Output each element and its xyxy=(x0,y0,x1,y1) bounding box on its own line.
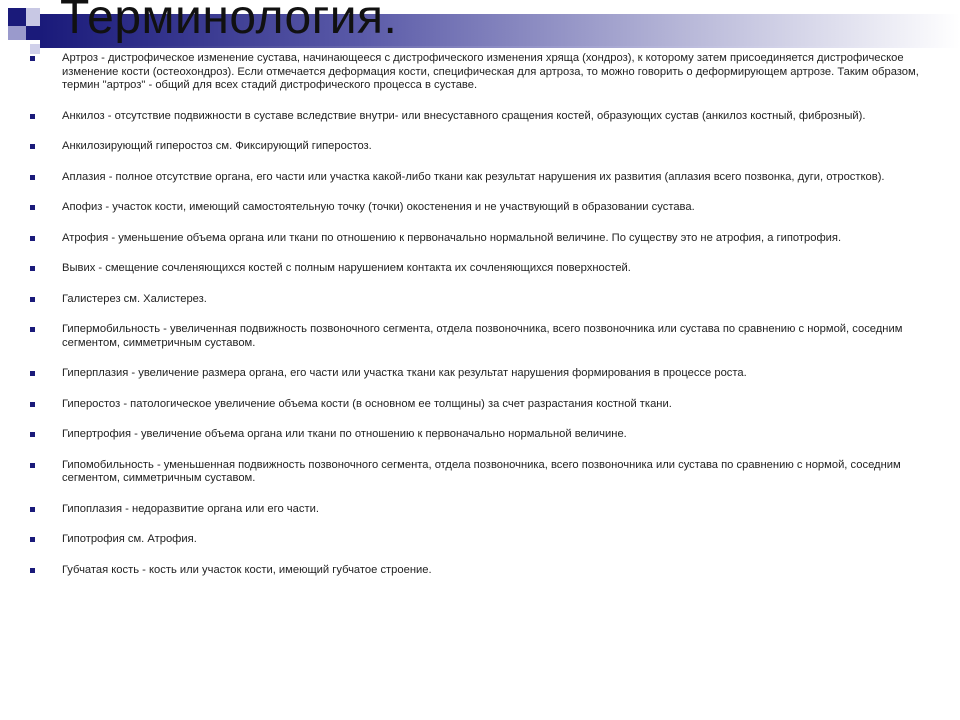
term-text: Аплазия - полное отсутствие органа, его части или участка какой-либо ткани как результат нарушения их развития (аплазия всего позвонка, дуги, отростков). xyxy=(62,170,885,183)
term-list xyxy=(30,52,940,594)
list-item xyxy=(30,459,940,486)
list-item xyxy=(30,52,940,93)
term-text: Губчатая кость - кость или участок кости, имеющий губчатое строение. xyxy=(62,563,432,576)
term-text: Анкилоз - отсутствие подвижности в суставе вследствие внутри- или внесуставного сращения костей, образующих сустав (анкилоз костный, фиброзный). xyxy=(62,109,866,122)
square-bullet-icon xyxy=(30,327,35,332)
list-item xyxy=(30,533,940,547)
list-item xyxy=(30,428,940,442)
list-item xyxy=(30,398,940,412)
term-text: Артроз - дистрофическое изменение сустава, начинающееся с дистрофического изменения хряща (хондроз), к которому затем присоединяется дистрофическое изменение кости (остеохондроз). Если отмечается деформация кости, специфическая для артроза, то можно говорить о деформирующем артрозе. Таким образом, термин "артроз" - общий для всех стадий дистрофического процесса в суставе. xyxy=(62,52,919,91)
list-item xyxy=(30,367,940,381)
decor-square xyxy=(8,8,26,26)
term-text: Гипотрофия см. Атрофия. xyxy=(62,533,197,545)
term-text: Галистерез см. Халистерез. xyxy=(62,292,207,305)
square-bullet-icon xyxy=(30,236,35,241)
list-item xyxy=(30,201,940,215)
term-text: Гипоплазия - недоразвитие органа или его части. xyxy=(62,502,319,515)
square-bullet-icon xyxy=(30,568,35,573)
list-item xyxy=(30,232,940,246)
term-text: Гиперостоз - патологическое увеличение объема кости (в основном ее толщины) за счет разрастания костной ткани. xyxy=(62,397,672,410)
square-bullet-icon xyxy=(30,175,35,180)
square-bullet-icon xyxy=(30,432,35,437)
list-item xyxy=(30,110,940,124)
square-bullet-icon xyxy=(30,114,35,119)
list-item xyxy=(30,171,940,185)
term-text: Анкилозирующий гиперостоз см. Фиксирующий гиперостоз. xyxy=(62,140,372,152)
decor-square xyxy=(8,26,26,40)
term-text: Вывих - смещение сочленяющихся костей с полным нарушением контакта их сочленяющихся поверхностей. xyxy=(62,262,631,274)
term-text: Гипертрофия - увеличение объема органа или ткани по отношению к первоначально нормальной величине. xyxy=(62,428,627,440)
list-item xyxy=(30,323,940,350)
list-item xyxy=(30,262,940,276)
list-item xyxy=(30,140,940,154)
square-bullet-icon xyxy=(30,371,35,376)
square-bullet-icon xyxy=(30,266,35,271)
square-bullet-icon xyxy=(30,402,35,407)
square-bullet-icon xyxy=(30,144,35,149)
square-bullet-icon xyxy=(30,205,35,210)
square-bullet-icon xyxy=(30,537,35,542)
square-bullet-icon xyxy=(30,463,35,468)
square-bullet-icon xyxy=(30,56,35,61)
term-text: Гипомобильность - уменьшенная подвижность позвоночного сегмента, отдела позвоночника, всего позвоночника или сустава по сравнению с нормой, соседним сегментом, симметричным суставом. xyxy=(62,458,901,484)
term-text: Атрофия - уменьшение объема органа или ткани по отношению к первоначально нормальной величине. По существу это не атрофия, а гипотрофия. xyxy=(62,231,842,244)
square-bullet-icon xyxy=(30,297,35,302)
slide-title: Терминология. xyxy=(60,0,398,44)
term-text: Гипермобильность - увеличенная подвижность позвоночного сегмента, отдела позвоночника, всего позвоночника или сустава по сравнению с нормой, соседним сегментом, симметричным суставом. xyxy=(62,323,903,349)
decor-square xyxy=(26,26,40,40)
term-text: Апофиз - участок кости, имеющий самостоятельную точку (точки) окостенения и не участвующий в образовании сустава. xyxy=(62,201,695,213)
list-item xyxy=(30,293,940,307)
list-item xyxy=(30,564,940,578)
list-item xyxy=(30,503,940,517)
term-text: Гиперплазия - увеличение размера органа, его части или участка ткани как результат нарушения формирования в процессе роста. xyxy=(62,367,747,379)
decor-square xyxy=(26,8,40,26)
square-bullet-icon xyxy=(30,507,35,512)
